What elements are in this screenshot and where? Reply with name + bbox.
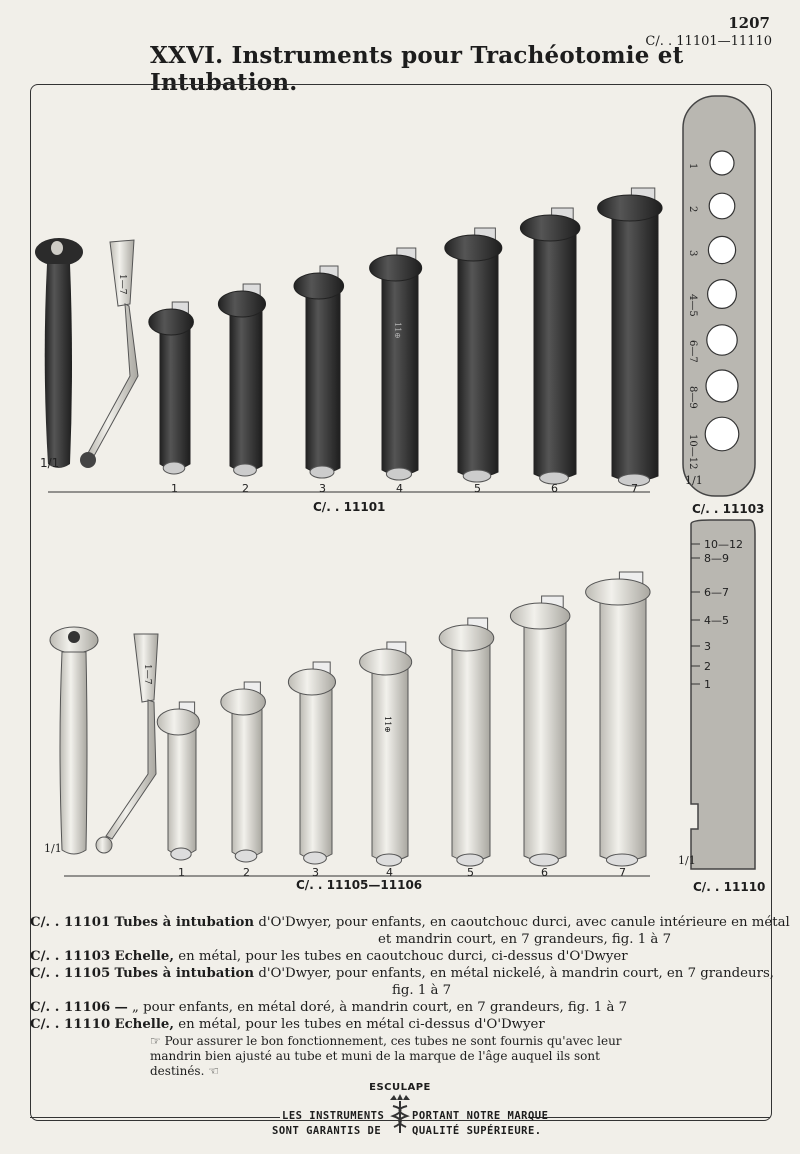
description-list [30,914,790,1033]
tube-5 [439,618,494,866]
dark-handle [35,238,83,468]
footer-right-1: PORTANT NOTRE MARQUE [412,1110,549,1122]
catalog-code: C/. . 11106 [30,1000,111,1015]
top-plate-11103 [683,96,755,496]
description-row [30,1016,770,1033]
tube-number: 2 [243,866,250,879]
description-row [30,965,774,982]
note-text: Pour assurer le bon fonctionnement, ces tubes ne sont fournis qu'avec leur mandrin bien ajusté au tube et muni de la marque de l'âge auquel ils sont destinés. [150,1034,622,1078]
tube-number: 2 [242,482,249,495]
item-text: „ pour enfants, en métal doré, à mandrin court, en 7 grandeurs, fig. 1 à 7 [127,1000,628,1015]
tube-number: 6 [541,866,548,879]
page-title: XXVI. Instruments pour Trachéotomie et Intubation. [150,42,684,96]
tube-mark: 11⊕ [393,322,402,339]
brand-name: ESCULAPE [369,1082,431,1093]
tube-4 [370,248,422,480]
caption-11101: C/. . 11101 [313,500,386,514]
plate-hole-label: 8—9 [687,386,698,409]
item-text: d'O'Dwyer, pour enfants, en métal nickelé, à mandrin court, en 7 grandeurs, [254,966,774,981]
plate-hole-label: 4—5 [687,294,698,317]
page-number: 1207 [728,14,770,32]
plate-mark-label: 6—7 [704,586,729,599]
tube-number: 1 [178,866,185,879]
footer-left-1: LES INSTRUMENTS [282,1110,385,1122]
plate-hole-label: 3 [687,250,698,257]
plate-mark-label: 2 [704,660,711,673]
tube-6 [520,208,580,484]
plate-hole [705,417,739,451]
tube-7 [598,188,662,486]
plate-hole [708,236,735,263]
plate-mark-label: 4—5 [704,614,729,627]
tube-number: 3 [319,482,326,495]
caption-11105-11106: C/. . 11105—11106 [296,878,423,892]
catalog-code: C/. . 11105 [30,966,111,981]
item-name: Echelle, [114,949,175,964]
tube-1 [157,702,199,860]
plate-hole [707,325,737,355]
tube-4 [360,642,412,866]
pointing-hand-icon: ☜ [208,1064,219,1078]
item-name: Echelle, [114,1017,175,1032]
item-text: d'O'Dwyer, pour enfants, en caoutchouc durci, avec canule intérieure en métal [254,915,790,930]
catalog-code: C/. . 11110 [30,1017,111,1032]
scale-mark-bottom-right: 1/1 [678,854,696,867]
handle-label: 1—7 [117,274,127,295]
tube-7 [586,572,650,866]
light-handle [50,627,98,854]
description-row [30,999,770,1016]
usage-note [150,1034,630,1079]
description-continuation: fig. 1 à 7 [392,983,452,998]
handle-label: 1—7 [142,664,152,685]
item-name: Tubes à intubation [114,966,255,981]
tube-5 [445,228,502,482]
description-row [30,914,790,931]
footer-rule-left [30,1117,280,1118]
tube-number: 7 [631,482,638,495]
tube-number: 3 [312,866,319,879]
plate-hole-label: 2 [687,206,698,213]
plate-hole [710,151,734,175]
footer-rule-right [528,1117,770,1118]
item-text: en métal, pour les tubes en métal ci-dessus d'O'Dwyer [174,1017,545,1032]
tube-number: 4 [396,482,403,495]
plate-mark-label: 1 [704,678,711,691]
tube-number: 5 [474,482,481,495]
caption-11110: C/. . 11110 [693,880,766,894]
tube-number: 4 [386,866,393,879]
plate-hole-label: 1 [687,163,698,170]
tube-number: 5 [467,866,474,879]
plate-hole-label: 6—7 [687,340,698,363]
instrument-figures [30,84,770,914]
catalog-range: C/. . 11101—11110 [645,34,772,49]
catalog-code: C/. . 11103 [30,949,111,964]
description-row [30,948,770,965]
scale-mark-top-left: 1/1 [40,456,60,470]
footer-right-2: QUALITÉ SUPÉRIEURE. [412,1125,542,1137]
tube-number: 1 [171,482,178,495]
plate-hole [708,280,737,309]
scale-mark-top-right: 1/1 [685,474,703,487]
tube-2 [218,284,265,476]
pointing-hand-icon: ☞ [150,1034,161,1048]
tube-3 [288,662,335,864]
plate-hole [706,370,738,402]
footer-left-2: SONT GARANTIS DE [272,1125,382,1137]
tube-3 [294,266,344,478]
plate-mark-label: 8—9 [704,552,729,565]
plate-hole [709,193,735,219]
tube-mark: 11⊕ [383,716,392,733]
item-text: en métal, pour les tubes en caoutchouc durci, ci-dessus d'O'Dwyer [174,949,628,964]
tube-6 [510,596,570,866]
light-introducer [96,634,158,853]
dark-introducer [80,240,138,468]
tube-number: 7 [619,866,626,879]
caption-11103: C/. . 11103 [692,502,765,516]
plate-mark-label: 10—12 [704,538,743,551]
scale-mark-bottom-left: 1/1 [44,842,62,855]
bottom-plate-11110 [691,520,755,869]
item-name: Tubes à intubation [114,915,255,930]
tube-number: 6 [551,482,558,495]
plate-mark-label: 3 [704,640,711,653]
tube-2 [221,682,266,862]
tube-1 [149,302,194,474]
catalog-code: C/. . 11101 [30,915,111,930]
plate-hole-label: 10—12 [687,434,698,470]
item-name: — [114,1000,128,1015]
description-continuation: et mandrin court, en 7 grandeurs, fig. 1 à 7 [378,932,672,947]
